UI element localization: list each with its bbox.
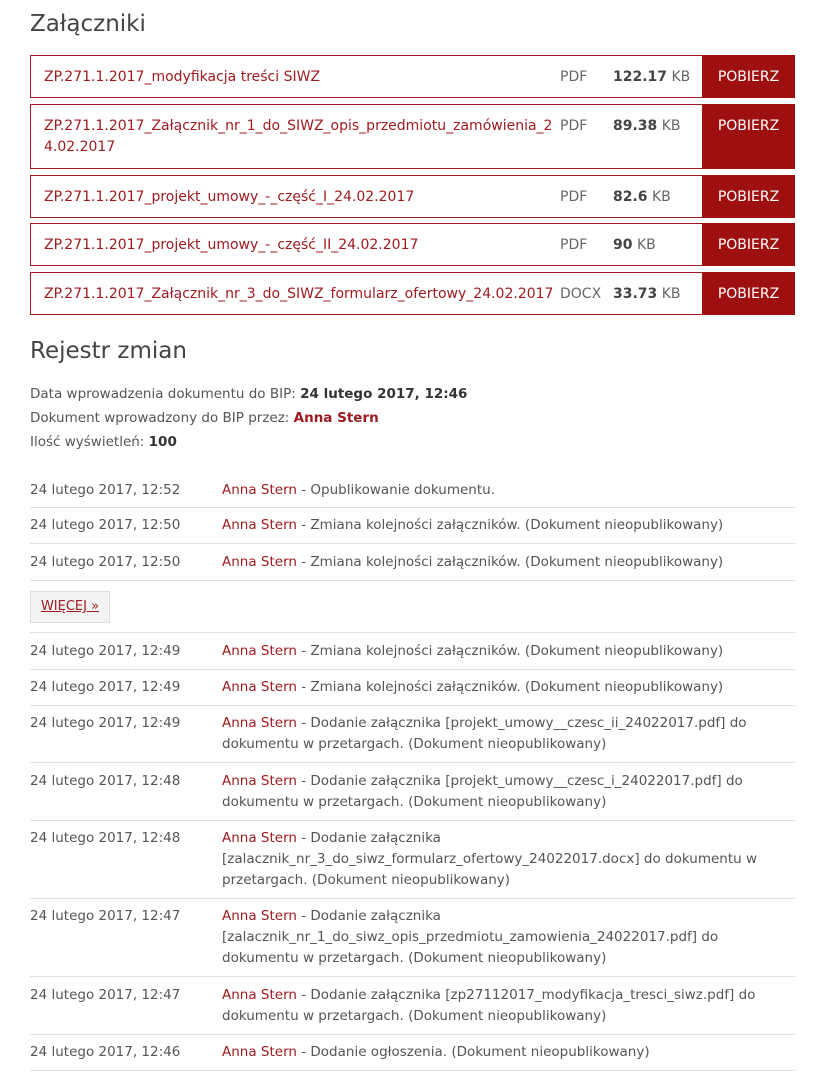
log-text: - Dodanie załącznika [projekt_umowy__czesc_i_24022017.pdf] do dokumentu w przetargach. (Dokument nieopublikowany): [222, 773, 743, 810]
attachment-size-value: 82.6: [613, 189, 648, 205]
log-author-link[interactable]: Anna Stern: [222, 830, 297, 846]
attachment-size-unit: KB: [636, 237, 656, 253]
log-row: [30, 906, 795, 977]
attachment-size-unit: KB: [671, 69, 691, 85]
log-date: 24 lutego 2017, 12:47: [30, 908, 181, 924]
views-value: 100: [148, 434, 177, 450]
log-row: [30, 828, 795, 899]
log-author-link[interactable]: Anna Stern: [222, 482, 297, 498]
log-text: - Dodanie załącznika [zalacznik_nr_3_do_siwz_formularz_ofertowy_24022017.docx] do dokumentu w przetargach. (Dokument nieopublikowany): [222, 830, 758, 888]
download-button[interactable]: POBIERZ: [702, 55, 795, 98]
attachment-size: [613, 67, 690, 88]
log-description: [222, 515, 796, 536]
attachment-size: [613, 116, 681, 137]
log-description: [222, 1042, 796, 1063]
log-description: [222, 985, 796, 1027]
log-row: [30, 677, 795, 706]
log-date: 24 lutego 2017, 12:50: [30, 517, 181, 533]
log-description: [222, 552, 796, 573]
entry-date-line: [30, 382, 467, 406]
attachment-size: [613, 284, 681, 305]
log-author-link[interactable]: Anna Stern: [222, 554, 297, 570]
log-date: 24 lutego 2017, 12:48: [30, 830, 181, 846]
log-date: 24 lutego 2017, 12:47: [30, 987, 181, 1003]
log-date: 24 lutego 2017, 12:52: [30, 482, 181, 498]
download-button[interactable]: POBIERZ: [702, 272, 795, 315]
log-author-link[interactable]: Anna Stern: [222, 773, 297, 789]
log-row: [30, 641, 795, 670]
log-row: [30, 480, 795, 508]
log-text: - Dodanie załącznika [projekt_umowy__czesc_ii_24022017.pdf] do dokumentu w przetargach. (Dokument nieopublikowany): [222, 715, 747, 752]
log-row: [30, 713, 795, 763]
attachment-type: DOCX: [560, 286, 602, 302]
attachment-row: [30, 175, 795, 218]
attachment-type: PDF: [560, 69, 588, 85]
attachment-type: PDF: [560, 118, 588, 134]
log-date: 24 lutego 2017, 12:49: [30, 643, 181, 659]
author-label: Dokument wprowadzony do BIP przez:: [30, 410, 290, 426]
log-author-link[interactable]: Anna Stern: [222, 679, 297, 695]
log-description: [222, 828, 796, 891]
log-description: [222, 713, 796, 755]
attachment-size-unit: KB: [661, 286, 681, 302]
log-row: [30, 771, 795, 821]
entry-date-value: 24 lutego 2017, 12:46: [300, 386, 468, 402]
views-label: Ilość wyświetleń:: [30, 434, 145, 450]
log-date: 24 lutego 2017, 12:49: [30, 715, 181, 731]
attachment-size-value: 89.38: [613, 118, 658, 134]
log-text: - Opublikowanie dokumentu.: [296, 482, 495, 498]
attachment-size: [613, 187, 671, 208]
log-description: [222, 906, 796, 969]
attachment-link[interactable]: ZP.271.1.2017_modyfikacja treści SIWZ: [44, 69, 321, 85]
log-description: [222, 677, 796, 698]
attachment-row: [30, 272, 795, 315]
log-author-link[interactable]: Anna Stern: [222, 987, 297, 1003]
log-date: 24 lutego 2017, 12:48: [30, 773, 181, 789]
attachment-type: PDF: [560, 237, 588, 253]
log-text: - Zmiana kolejności załączników. (Dokument nieopublikowany): [296, 643, 724, 659]
attachment-size-unit: KB: [652, 189, 671, 205]
attachment-row: [30, 223, 795, 266]
register-heading: Rejestr zmian: [30, 338, 187, 364]
attachment-link[interactable]: ZP.271.1.2017_Załącznik_nr_1_do_SIWZ_opis_przedmiotu_zamówienia_24.02.2017: [44, 118, 553, 155]
log-text: - Dodanie załącznika [zalacznik_nr_1_do_siwz_opis_przedmiotu_zamowienia_24022017.pdf] do dokumentu w przetargach. (Dokument nieopublikowany): [222, 908, 719, 966]
divider: [30, 632, 795, 633]
log-author-link[interactable]: Anna Stern: [222, 643, 297, 659]
views-line: [30, 430, 467, 454]
log-description: [222, 641, 796, 662]
log-description: [222, 771, 796, 813]
attachment-size: [613, 235, 656, 256]
download-button[interactable]: POBIERZ: [702, 223, 795, 266]
log-author-link[interactable]: Anna Stern: [222, 517, 297, 533]
attachment-size-value: 33.73: [613, 286, 658, 302]
log-text: - Zmiana kolejności załączników. (Dokument nieopublikowany): [296, 679, 724, 695]
log-text: - Dodanie załącznika [zp27112017_modyfikacja_tresci_siwz.pdf] do dokumentu w przetargach. (Dokument nieopublikowany): [222, 987, 756, 1024]
log-author-link[interactable]: Anna Stern: [222, 1044, 297, 1060]
attachment-size-value: 122.17: [613, 69, 668, 85]
log-text: - Dodanie ogłoszenia. (Dokument nieopublikowany): [296, 1044, 650, 1060]
attachment-row: [30, 55, 795, 98]
attachment-link[interactable]: ZP.271.1.2017_projekt_umowy_-_część_I_24.02.2017: [44, 189, 415, 205]
log-author-link[interactable]: Anna Stern: [222, 715, 297, 731]
log-date: 24 lutego 2017, 12:50: [30, 554, 181, 570]
document-meta: [30, 382, 467, 454]
attachment-size-value: 90: [613, 237, 633, 253]
log-text: - Zmiana kolejności załączników. (Dokument nieopublikowany): [296, 554, 724, 570]
attachments-heading: Załączniki: [30, 11, 146, 37]
entry-date-label: Data wprowadzenia dokumentu do BIP:: [30, 386, 296, 402]
log-date: 24 lutego 2017, 12:46: [30, 1044, 181, 1060]
attachment-link[interactable]: ZP.271.1.2017_projekt_umowy_-_część_II_24.02.2017: [44, 237, 419, 253]
log-date: 24 lutego 2017, 12:49: [30, 679, 181, 695]
download-button[interactable]: POBIERZ: [702, 175, 795, 218]
log-row: [30, 515, 795, 544]
log-description: [222, 480, 796, 501]
author-link[interactable]: Anna Stern: [293, 410, 379, 426]
attachment-type: PDF: [560, 189, 588, 205]
log-author-link[interactable]: Anna Stern: [222, 908, 297, 924]
attachment-size-unit: KB: [661, 118, 681, 134]
log-row: [30, 552, 795, 581]
download-button[interactable]: POBIERZ: [702, 104, 795, 169]
more-button[interactable]: WIĘCEJ »: [30, 591, 110, 623]
author-line: [30, 406, 467, 430]
log-row: [30, 985, 795, 1035]
log-row: [30, 1042, 795, 1071]
attachment-link[interactable]: ZP.271.1.2017_Załącznik_nr_3_do_SIWZ_formularz_ofertowy_24.02.2017: [44, 286, 554, 302]
log-text: - Zmiana kolejności załączników. (Dokument nieopublikowany): [296, 517, 724, 533]
attachment-row: [30, 104, 795, 169]
